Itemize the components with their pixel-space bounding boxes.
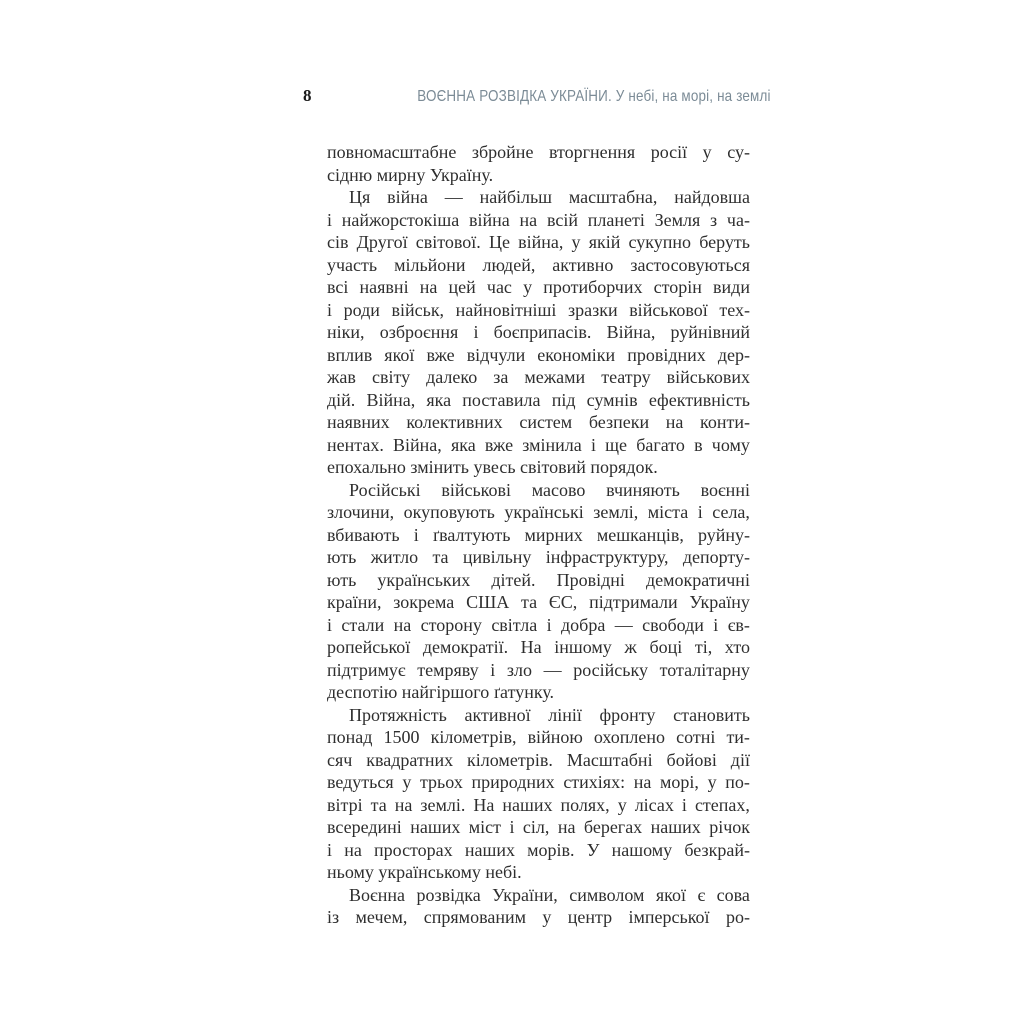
text-line: Воєнна розвідка України, символом якої є сова	[349, 884, 750, 905]
text-line: понад 1500 кілометрів, війною охоплено сотні ти-	[327, 727, 750, 747]
text-line: Протяжність активної лінії фронту становить	[349, 704, 750, 725]
text-line: наявних колективних систем безпеки на конти-	[327, 412, 750, 432]
text-line: жав світу далеко за межами театру військових	[327, 367, 750, 387]
text-line: і роди військ, найновітніші зразки військової тех-	[327, 299, 750, 320]
text-line: сів Другої світової. Це війна, у якій сукупно беруть	[327, 232, 750, 252]
text-line: підтримує темряву і зло — російську тоталітарну	[327, 659, 750, 680]
text-line: Російські військові масово вчиняють воєнні	[349, 479, 750, 500]
text-line: нентах. Війна, яка вже змінила і ще багато в чому	[327, 434, 750, 455]
text-line: злочини, окуповують українські землі, міста і села,	[327, 502, 750, 522]
text-line: сідню мирну Україну.	[327, 164, 494, 185]
text-line: ють українських дітей. Провідні демократичні	[327, 569, 750, 590]
text-line: ведуться у трьох природних стихіях: на морі, у по-	[327, 772, 750, 792]
paragraph	[327, 479, 750, 704]
text-line: і на просторах наших морів. У нашому безкрай-	[327, 839, 750, 860]
text-line: і найжорстокіша війна на всій планеті Земля з ча-	[327, 209, 750, 230]
paragraph	[327, 884, 750, 929]
text-line: країни, зокрема США та ЄС, підтримали Україну	[327, 592, 750, 612]
text-line: вітрі та на землі. На наших полях, у лісах і степах,	[327, 794, 750, 815]
text-line: ють житло та цивільну інфраструктуру, депорту-	[327, 547, 750, 567]
text-line: вбивають і ґвалтують мирних мешканців, руйну-	[327, 524, 750, 545]
text-line: всі наявні на цей час у протиборчих сторін види	[327, 277, 750, 297]
page-number: 8	[303, 86, 312, 105]
text-line: із мечем, спрямованим у центр імперської ро-	[327, 907, 750, 927]
body-text	[327, 141, 750, 929]
text-line: повномасштабне збройне вторгнення росії у су-	[327, 142, 750, 162]
running-head-title: ВОЄННА РОЗВІДКА УКРАЇНИ. У небі, на морі, на землі	[417, 88, 771, 105]
text-line: ньому українському небі.	[327, 862, 522, 882]
paragraph	[327, 141, 750, 186]
text-line: і стали на сторону світла і добра — свободи і єв-	[327, 614, 750, 635]
text-line: епохально змінить увесь світовий порядок.	[327, 457, 658, 477]
text-line: деспотію найгіршого ґатунку.	[327, 682, 555, 702]
paragraph	[327, 704, 750, 884]
text-line: ропейської демократії. На іншому ж боці ті, хто	[327, 637, 750, 657]
page-header	[303, 86, 771, 106]
text-line: вплив якої вже відчули економіки провідних дер-	[327, 344, 750, 365]
text-line: Ця війна — найбільш масштабна, найдовша	[349, 187, 750, 207]
text-line: сяч квадратних кілометрів. Масштабні бойові дії	[327, 749, 750, 770]
text-line: всередині наших міст і сіл, на берегах наших річок	[327, 817, 750, 837]
paragraph	[327, 186, 750, 479]
text-line: ніки, озброєння і боєприпасів. Війна, руйнівний	[327, 322, 750, 342]
text-line: дій. Війна, яка поставила під сумнів ефективність	[327, 389, 750, 410]
text-line: участь мільйони людей, активно застосовуються	[327, 254, 750, 275]
